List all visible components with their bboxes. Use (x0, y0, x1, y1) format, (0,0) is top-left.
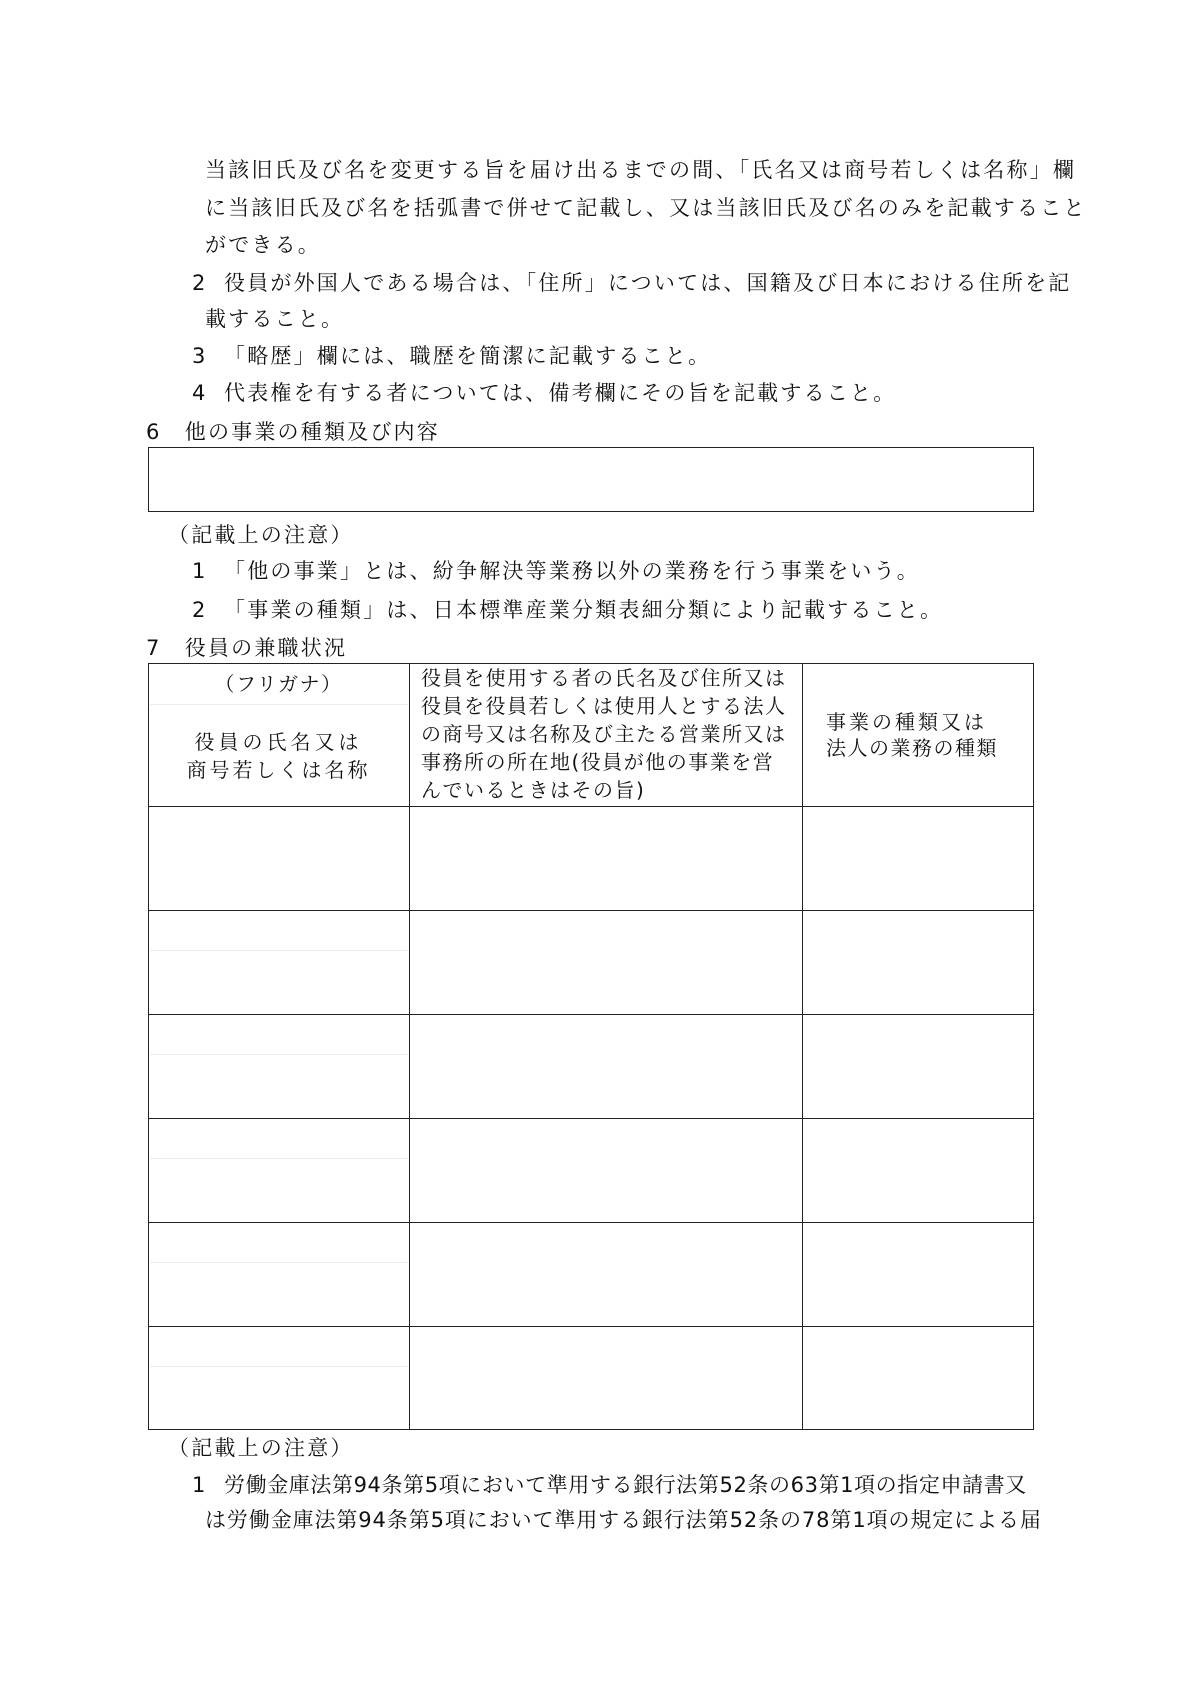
row-divider (148, 1014, 1034, 1015)
header-employer-line: 事務所の所在地(役員が他の事業を営 (421, 750, 775, 774)
column-divider (802, 663, 803, 1430)
header-employer-line: んでいるときはその旨) (421, 778, 646, 802)
furigana-divider (150, 704, 408, 705)
header-name-line: 商号若しくは名称 (186, 758, 371, 782)
furigana-divider (150, 1054, 408, 1055)
intro-line: に当該旧氏及び名を括弧書で併せて記載し、又は当該旧氏及び名のみを記載すること (205, 196, 1087, 220)
item-number: 3 (192, 344, 208, 368)
note-text: 「事業の種類」は、日本標準産業分類表細分類により記載すること。 (224, 598, 944, 622)
header-employer-line: 役員を使用する者の氏名及び住所又は (421, 666, 787, 690)
item-number: 4 (192, 381, 208, 405)
row-divider (148, 910, 1034, 911)
intro-line: ができる。 (205, 233, 321, 257)
furigana-divider (150, 1366, 408, 1367)
note-number: 2 (192, 598, 208, 622)
item-text: 「略歴」欄には、職歴を簡潔に記載すること。 (224, 344, 712, 368)
other-business-field[interactable] (148, 447, 1034, 512)
section7-heading: 7 役員の兼職状況 (146, 636, 348, 660)
row-divider (148, 1326, 1034, 1327)
header-employer-line: 役員を役員若しくは使用人とする法人 (421, 694, 787, 718)
furigana-divider (150, 1262, 408, 1263)
header-name-line: 役員の氏名又は (194, 730, 363, 754)
row-divider (148, 806, 1034, 807)
note-number: 1 (192, 1473, 208, 1497)
note-number: 1 (192, 559, 208, 583)
header-business-type-line: 法人の業務の種類 (826, 736, 998, 760)
section6-heading: 6 他の事業の種類及び内容 (146, 420, 440, 444)
furigana-divider (150, 950, 408, 951)
note-text: は労働金庫法第94条第5項において準用する銀行法第52条の78第1項の規定による届 (205, 1508, 1042, 1532)
item-text: 代表権を有する者については、備考欄にその旨を記載すること。 (224, 381, 897, 405)
item-text: 役員が外国人である場合は、「住所」については、国籍及び日本における住所を記 (224, 271, 1072, 295)
column-divider (409, 663, 410, 1430)
section6-notes-title: （記載上の注意） (168, 523, 354, 547)
note-text: 「他の事業」とは、紛争解決等業務以外の業務を行う事業をいう。 (224, 559, 920, 583)
item-number: 2 (192, 271, 208, 295)
header-employer-line: の商号又は名称及び主たる営業所又は (421, 722, 787, 746)
section7-notes-title: （記載上の注意） (168, 1436, 354, 1460)
item-text: 載すること。 (205, 307, 345, 331)
furigana-divider (150, 1158, 408, 1159)
intro-line: 当該旧氏及び名を変更する旨を届け出るまでの間、「氏名又は商号若しくは名称」欄 (205, 158, 1077, 182)
header-furigana: （フリガナ） (214, 672, 343, 696)
row-divider (148, 1222, 1034, 1223)
header-business-type-line: 事業の種類又は (826, 710, 987, 734)
note-text: 労働金庫法第94条第5項において準用する銀行法第52条の63第1項の指定申請書又 (224, 1473, 1027, 1497)
row-divider (148, 1118, 1034, 1119)
